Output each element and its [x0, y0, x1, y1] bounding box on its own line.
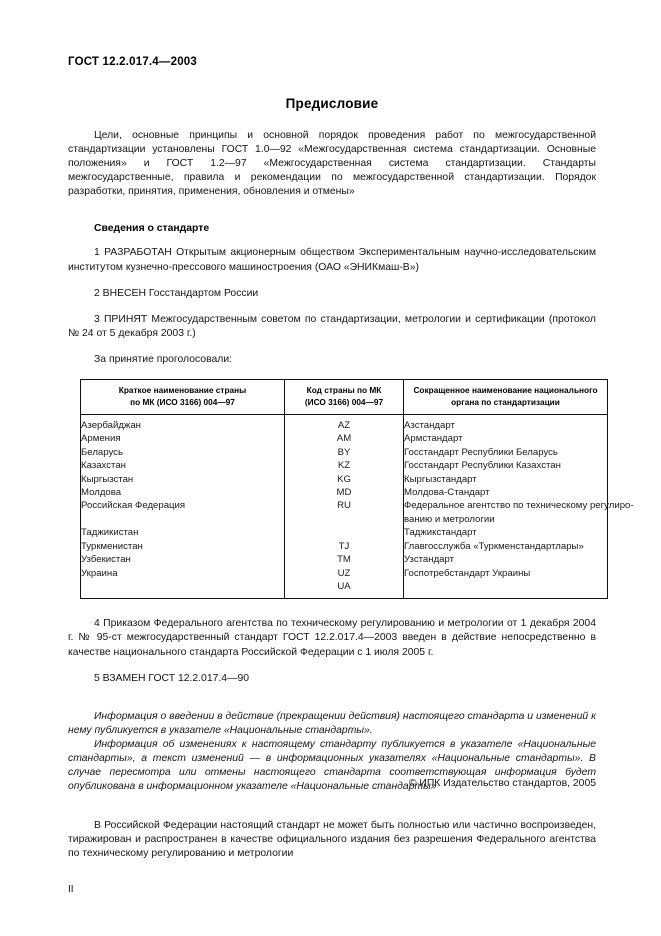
country-code: AZ [337, 420, 351, 432]
table-row [81, 415, 608, 599]
info-item-3: 3 ПРИНЯТ Межгосударственным советом по стандартизации, метрологии и сертификации (протокол № 24 от 5 декабря 2003 г.) [68, 313, 596, 339]
header-line: органа по стандартизации [451, 396, 560, 407]
standard-code-header: ГОСТ 12.2.017.4—2003 [68, 56, 197, 68]
country-code: RU [337, 500, 351, 512]
country-code: BY [337, 446, 351, 458]
page-content [68, 56, 634, 895]
info-item-4: 4 Приказом Федерального агентства по техническому регулированию и метрологии от 1 декабря 2004 г. № 95-ст межгосударственный стандарт ГОСТ 12.2.017.4—2003 введен в действие непосредственно в качестве национального стандарта Российской Федерации с 1 июля 2005 г. [68, 618, 596, 658]
country-code: AM [336, 433, 352, 445]
standard-body: Федеральное агентство по техническому регулиро- [404, 500, 634, 512]
country-code: TJ [338, 540, 350, 552]
notice-paragraph-2: Информация об изменениях к настоящему стандарту публикуется в указателе «Национальные стандарты», а текст изменений — в информационных указателях «Национальные стандарты». В случае пересмотра или отмены настоящего стандарта соответствующая информация будет опубликована в информационном указателе «Национальные стандарты» [68, 738, 596, 793]
standard-body: Азстандарт [404, 420, 455, 432]
standard-body: Главгосслужба «Туркменстандартлары» [404, 540, 584, 552]
country-name: Беларусь [81, 446, 123, 458]
table-cell-codes [285, 415, 404, 599]
country-name: Туркменистан [81, 540, 143, 552]
country-code: KZ [337, 460, 351, 472]
country-code: UZ [337, 567, 351, 579]
reproduction-notice-block [68, 819, 596, 861]
table-header-country [81, 380, 285, 415]
standard-body: Молдова-Стандарт [404, 487, 490, 499]
page-number: II [68, 884, 74, 895]
country-name: Армения [81, 433, 121, 445]
notice-paragraph-1: Информация о введении в действие (прекращении действия) настоящего стандарта и изменений к нему публикуется в указателе «Национальные стандарты». [68, 710, 596, 736]
vote-intro-text: За принятие проголосовали: [94, 353, 233, 365]
info-item-5: 5 ВЗАМЕН ГОСТ 12.2.017.4—90 [94, 672, 250, 684]
table-header-row [81, 380, 608, 415]
info-item-2: 2 ВНЕСЕН Госстандартом России [94, 287, 259, 299]
header-line: Код страны по МК [306, 385, 382, 396]
country-name: Таджикистан [81, 527, 139, 539]
header-line: (ИСО 3166) 004—97 [304, 396, 384, 407]
reproduction-notice: В Российской Федерации настоящий стандарт не может быть полностью или частично воспроизведен, тиражирован и распространен в качестве официального издания без разрешения Федерального агентства по техническому регулированию и метрологии [68, 820, 596, 860]
standard-body: Армстандарт [404, 433, 463, 445]
table-header-code [285, 380, 404, 415]
country-name: Российская Федерация [81, 500, 186, 512]
intro-paragraph: Цели, основные принципы и основной порядок проведения работ по межгосударственной стандартизации установлены ГОСТ 1.0—92 «Межгосударственная система стандартизации. Основные положения» и ГОСТ 1.2—97 «Межгосударственная система стандартизации. Стандарты межгосударственные, правила и рекомендации по межгосударственной стандартизации. Порядок разработки, принятия, применения, обновления и отмены» [68, 130, 596, 198]
table-cell-countries [81, 415, 285, 599]
standard-body: Кыргызстандарт [404, 473, 477, 485]
standard-body: Таджикстандарт [404, 527, 477, 539]
country-code: TM [337, 554, 351, 566]
country-code: UA [337, 580, 351, 592]
country-name: Кыргызстан [81, 473, 134, 485]
page-title: Предисловие [285, 96, 379, 111]
country-name: Азербайджан [81, 420, 141, 432]
standard-body: Госстандарт Республики Беларусь [404, 446, 558, 458]
header-line: Краткое наименование страны [118, 385, 247, 396]
info-section-heading: Сведения о стандарте [94, 223, 210, 235]
standard-body: Госстандарт Республики Казахстан [404, 460, 561, 472]
country-name: Узбекистан [81, 554, 131, 566]
table-cell-bodies [404, 415, 634, 599]
table-header-body [404, 380, 608, 415]
header-line: Сокращенное наименование национального [413, 385, 598, 396]
header-line: по МК (ИСО 3166) 004—97 [130, 396, 235, 407]
copyright-line: © ИПК Издательство стандартов, 2005 [408, 778, 596, 789]
standard-body: ванию и метрологии [404, 513, 495, 525]
standard-body: Госпотребстандарт Украины [404, 567, 531, 579]
country-name: Украина [81, 567, 118, 579]
country-code: MD [336, 487, 352, 499]
standard-body: Узстандарт [404, 554, 455, 566]
info-item-1: 1 РАЗРАБОТАН Открытым акционерным обществом Экспериментальным научно-исследовательским институтом кузнечно-прессового машиностроения (ОАО «ЭНИКмаш-В») [68, 247, 596, 273]
country-name: Казахстан [81, 460, 126, 472]
country-code: KG [337, 473, 351, 485]
country-name: Молдова [81, 487, 122, 499]
vote-table [80, 379, 634, 599]
